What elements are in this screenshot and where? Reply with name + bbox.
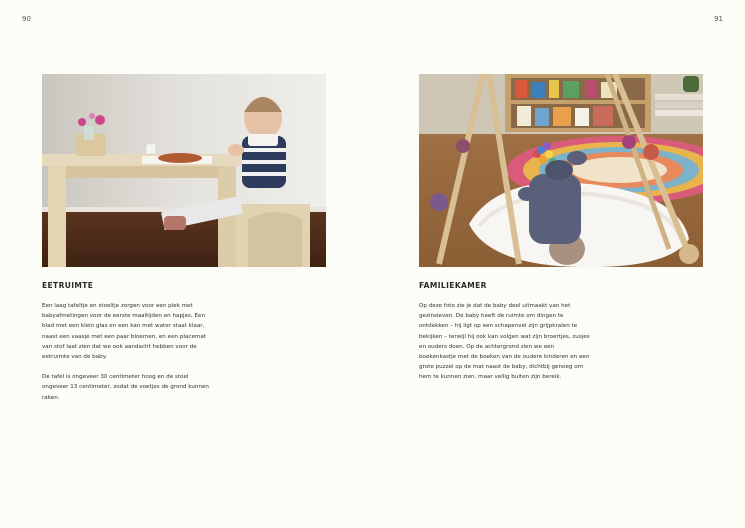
paragraph: Op deze foto zie je dat de baby deel uitmaakt van het gezinsleven. De baby heeft de ruimte om dingen te ontdekken – hij ligt op een schapenvel zijn grijpkralen te bekijken – terwijl hij ook kan volgen wat zijn broertjes, zusjes en ouders doen. Op de achtergrond zien we een boekenkastje met de boeken van de oudere kinderen en een grote puzzel op de mat naast de baby, dichtbij genoeg om hem te kunnen zien, maar veilig buiten zijn bereik. (419, 303, 590, 381)
section-title-familiekamer: FAMILIEKAMER (419, 281, 487, 290)
section-title-eetruimte: EETRUIMTE (42, 281, 94, 290)
paragraph: De tafel is ongeveer 30 centimeter hoog en de stoel ongeveer 13 centimeter, zodat de voetjes de grond kunnen raken. (42, 374, 209, 401)
body-text-familiekamer (419, 301, 591, 393)
paragraph: Een laag tafeltje en stoeltje zorgen voor een plek met babyafmetingen voor de eerste maaltijden en hapjes. Een blad met een klein glas en een kan met water staat klaar, naast een vaasje met een paar bloemen, en een placemat van stof laat zien dat we ook aandacht hebben voor de eetruimte van de baby. (42, 303, 206, 361)
photo-baby-at-table (42, 74, 326, 267)
page-number-left: 90 (22, 15, 31, 23)
page-number-right: 91 (714, 15, 723, 23)
body-text-eetruimte (42, 301, 214, 413)
photo-baby-on-sheepskin (419, 74, 703, 267)
